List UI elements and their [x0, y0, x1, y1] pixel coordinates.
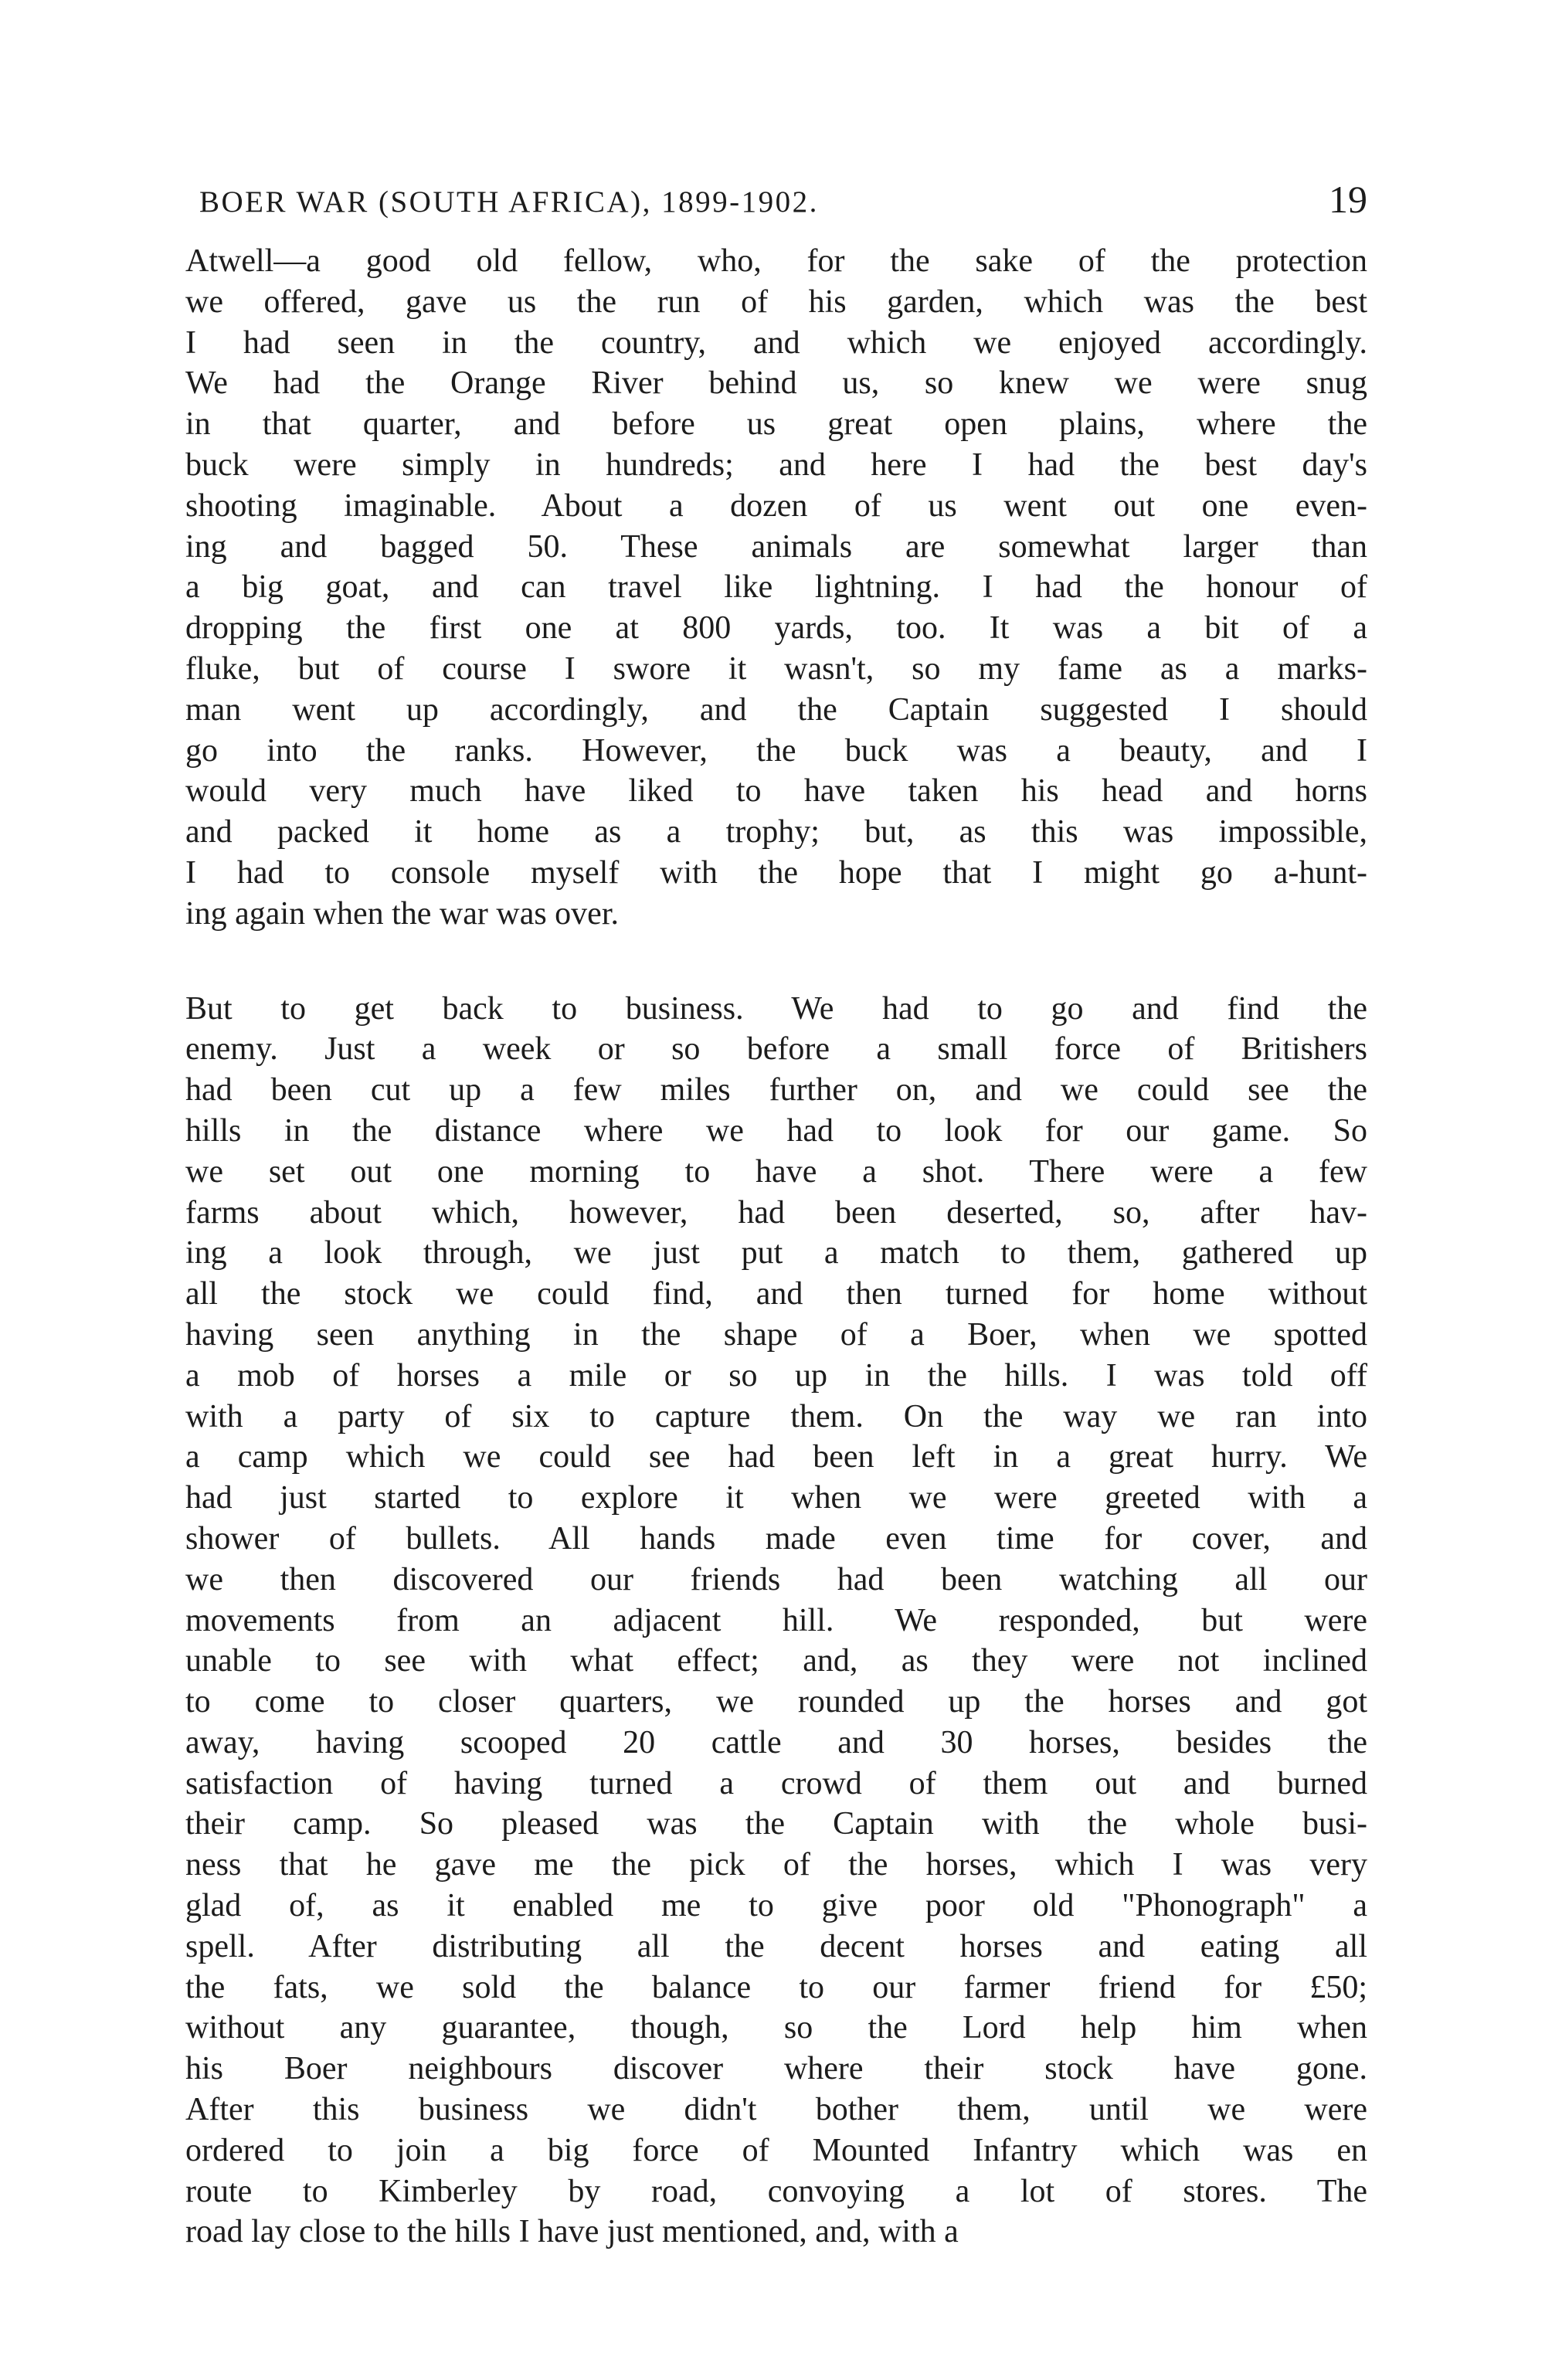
text-line: After this business we didn't bother them, until we were: [185, 2092, 1367, 2128]
text-line: But to get back to business. We had to go and find the: [185, 990, 1367, 1027]
text-line: fluke, but of course I swore it wasn't, so my fame as a marks-: [185, 650, 1367, 687]
text-line: a mob of horses a mile or so up in the hills. I was told off: [185, 1357, 1367, 1394]
text-line: road lay close to the hills I have just mentioned, and, with a: [185, 2214, 959, 2250]
running-title: BOER WAR (SOUTH AFRICA), 1899-1902.: [199, 185, 819, 219]
text-line: we then discovered our friends had been watching all our: [185, 1561, 1367, 1597]
text-line: away, having scooped 20 cattle and 30 horses, besides the: [185, 1724, 1367, 1760]
text-line: and packed it home as a trophy; but, as this was impossible,: [185, 814, 1367, 850]
text-line: ness that he gave me the pick of the horses, which I was very: [185, 1847, 1367, 1883]
text-line: dropping the first one at 800 yards, too. It was a bit of a: [185, 610, 1367, 647]
text-line: buck were simply in hundreds; and here I had the best day's: [185, 446, 1367, 483]
text-line: farms about which, however, had been deserted, so, after hav-: [185, 1194, 1367, 1231]
text-line: ordered to join a big force of Mounted Infantry which was en: [185, 2132, 1367, 2168]
text-line: hills in the distance where we had to look for our game. So: [185, 1112, 1367, 1149]
running-head: [185, 179, 1367, 226]
text-line: satisfaction of having turned a crowd of them out and burned: [185, 1765, 1367, 1801]
text-line: unable to see with what effect; and, as they were not inclined: [185, 1643, 1367, 1679]
text-line: route to Kimberley by road, convoying a lot of stores. The: [185, 2173, 1367, 2209]
text-line: his Boer neighbours discover where their stock have gone.: [185, 2051, 1367, 2087]
text-line: we offered, gave us the run of his garden, which was the best: [185, 283, 1367, 320]
text-line: movements from an adjacent hill. We responded, but were: [185, 1602, 1367, 1638]
text-line: shooting imaginable. About a dozen of us went out one even-: [185, 487, 1367, 524]
text-line: their camp. So pleased was the Captain with the whole busi-: [185, 1806, 1367, 1842]
text-line: man went up accordingly, and the Captain suggested I should: [185, 691, 1367, 728]
text-line: the fats, we sold the balance to our farmer friend for £50;: [185, 1969, 1367, 2005]
body-text: [185, 241, 1367, 2253]
text-line: all the stock we could find, and then turned for home without: [185, 1276, 1367, 1312]
text-line: would very much have liked to have taken his head and horns: [185, 773, 1367, 810]
paragraph: [185, 989, 1367, 2253]
text-line: Atwell—a good old fellow, who, for the sake of the protection: [185, 243, 1367, 279]
text-line: I had seen in the country, and which we enjoyed accordingly.: [185, 324, 1367, 361]
text-line: having seen anything in the shape of a Boer, when we spotted: [185, 1316, 1367, 1353]
text-line: in that quarter, and before us great open plains, where the: [185, 406, 1367, 443]
text-line: had just started to explore it when we were greeted with a: [185, 1480, 1367, 1516]
text-line: we set out one morning to have a shot. There were a few: [185, 1153, 1367, 1190]
text-line: ing again when the war was over.: [185, 895, 619, 932]
text-line: I had to console myself with the hope that I might go a-hunt-: [185, 854, 1367, 891]
text-line: ing and bagged 50. These animals are somewhat larger than: [185, 528, 1367, 565]
text-line: glad of, as it enabled me to give poor old "Phonograph" a: [185, 1888, 1367, 1924]
paragraph-gap: [185, 935, 1367, 989]
text-line: shower of bullets. All hands made even time for cover, and: [185, 1520, 1367, 1557]
text-line: We had the Orange River behind us, so knew we were snug: [185, 365, 1367, 402]
page-number: 19: [1329, 178, 1367, 221]
text-line: a camp which we could see had been left in a great hurry. We: [185, 1439, 1367, 1475]
text-line: without any guarantee, though, so the Lord help him when: [185, 2010, 1367, 2046]
paragraph: [185, 241, 1367, 935]
text-line: had been cut up a few miles further on, and we could see the: [185, 1072, 1367, 1109]
text-line: go into the ranks. However, the buck was a beauty, and I: [185, 732, 1367, 769]
text-line: a big goat, and can travel like lightning. I had the honour of: [185, 569, 1367, 606]
text-line: spell. After distributing all the decent horses and eating all: [185, 1928, 1367, 1964]
text-line: with a party of six to capture them. On the way we ran into: [185, 1398, 1367, 1434]
text-line: to come to closer quarters, we rounded up the horses and got: [185, 1684, 1367, 1720]
text-line: ing a look through, we just put a match to them, gathered up: [185, 1235, 1367, 1271]
text-line: enemy. Just a week or so before a small force of Britishers: [185, 1031, 1367, 1068]
